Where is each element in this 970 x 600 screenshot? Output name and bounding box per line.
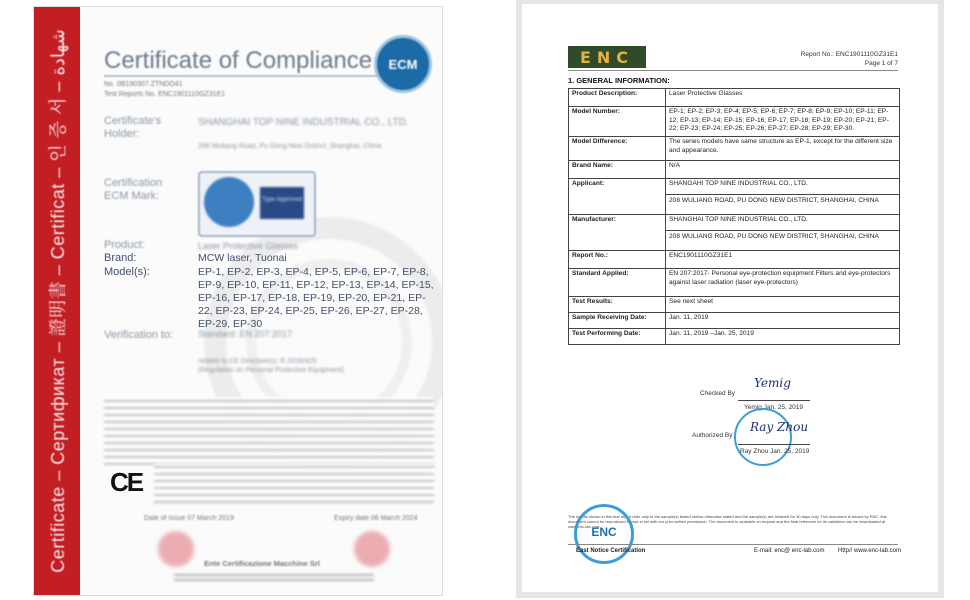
authorized-by-signature: Ray Zhou [750,420,809,434]
report-number: Report No.: ENC1901110GZ31E1 [800,51,898,58]
row-label: Model Difference: [569,137,666,161]
models-value: EP-1, EP-2, EP-3, EP-4, EP-5, EP-6, EP-7, EP-8, EP-9, EP-10, EP-11, EP-12, EP-13, EP-14, EP-15, EP-16, EP-17, EP-18, EP-19, EP-20, EP-21, EP-22, EP-23, EP-24, EP-25, EP-26, EP-27, EP-28, EP-29, EP-30 [198,266,434,330]
verification-label: Verification to: [104,329,174,341]
enc-footer-seal-icon: ENC [574,504,634,564]
report-number-header [801,50,898,68]
row-label: Report No.: [569,251,666,269]
table-row [569,161,900,179]
table-row [569,297,900,313]
row-label: Standard Applied: [569,269,666,297]
enc-logo: ENC [568,46,646,68]
footer-divider [568,544,898,545]
authorized-by-date: Ray Zhou Jan. 25, 2019 [740,448,810,455]
footer-website: Http// www.enc-lab.com [838,548,902,554]
title-underline [104,75,394,77]
enc-seal-icon [734,408,792,466]
test-report-number: Test Reports No. ENC1901110GZ31E1 [104,91,226,98]
holder-label: Certificate's Holder: [104,115,162,140]
authorized-signature-line [738,444,810,445]
table-row [569,269,900,297]
brand-label: Brand: [104,252,137,264]
ecm-logo: ECM [374,35,432,93]
row-value: Laser Protective Glasses [666,89,900,107]
row-value: See next sheet [666,297,900,313]
certificate-number: No. 0B190307.ZTNDO41 [104,81,183,88]
verification-value: Standard: EN 207:2017 [198,329,293,339]
row-label: Model Number: [569,107,666,137]
holder-value: SHANGHAI TOP NINE INDUSTRIAL CO., LTD. [198,117,409,128]
table-row [569,89,900,107]
table-row [569,329,900,345]
checked-by-signature: Yemig [754,376,791,390]
footer-email: E-mail: enc@ enc-lab.com [754,548,825,554]
models-label: Model(s): [104,266,150,278]
checked-signature-line [738,400,810,401]
row-label: Manufacturer: [569,215,666,251]
row-value: N/A [666,161,900,179]
row-label: Product Description: [569,89,666,107]
header-divider [568,70,898,71]
row-label: Applicant: [569,179,666,215]
table-row [569,137,900,161]
certificate-body-text [104,397,434,467]
table-row [569,107,900,137]
deputy-manager-stamp [354,531,390,567]
ce-mark: CE [110,467,143,497]
type-approved-badge: Type Approved [260,187,304,219]
certificate-band-text: Certificate – Сертификат – 證明書 – Certificat – 인 증 서 – شهادة [48,29,68,573]
section-title: 1. GENERAL INFORMATION: [568,76,670,85]
row-label: Brand Name: [569,161,666,179]
row-value: EN 207:2017- Personal eye-protection equipment Filters and eye-protectors against laser radiation (laser eye-protectors) [666,269,900,297]
issue-date: Date of Issue 07 March 2019 [144,515,234,522]
table-row [569,179,900,215]
checked-by-date: Yemig Jan. 25, 2019 [744,404,804,411]
certificate-notice-text [154,463,434,503]
holder-address: 208 Wuliang Road, Pu Dong New District, Shanghai, China [198,143,382,150]
authorized-by-label: Authorized By [692,432,733,439]
footer-company: East Notice Certification [576,548,646,554]
row-value: EP-1; EP-2; EP-3; EP-4; EP-5; EP-6; EP-7; EP-8; EP-9; EP-10; EP-11; EP-12; EP-13; EP-14; EP-15; EP-16; EP-17; EP-18; EP-19; EP-20; EP-21; EP-22; EP-23; EP-24; EP-25; EP-26; EP-27; EP-28; EP-29; EP-30. [666,107,900,137]
row-label: Sample Receiving Date: [569,313,666,329]
row-label: Test Performing Date: [569,329,666,345]
row-value: ENC1901110GZ31E1 [666,251,900,269]
brand-value: MCW laser, Tuonai [198,252,287,264]
report-fine-print: The results shown in this test report refer only to the sample(s) tested unless otherwise stated and the sample(s) are retained for 30 days only. This document is issued by ENC, this document cannot be reproduced except in full with our prior written permission. The document is available on request and the final reference for its validation can be downloaded at www.enc-lab.com. [568,514,887,529]
checked-by-label: Checked By [700,390,736,397]
certificate-footer-text [174,571,374,583]
certificate-title: Certificate of Compliance [104,47,373,74]
row-value: Jan. 11, 2019 [666,313,900,329]
row-value: SHANGHAI TOP NINE INDUSTRIAL CO., LTD. 208 WULIANG ROAD, PU DONG NEW DISTRICT, SHANGHAI, CHINA [666,215,900,251]
row-label: Test Results: [569,297,666,313]
product-value: Laser Protective Glasses [198,241,299,251]
product-label: Product: [104,239,145,251]
footer-organization: Ente Certificazione Macchine Srl [204,559,320,568]
page-number: Page 1 of 7 [864,60,898,67]
row-value: Jan. 11, 2019 –Jan. 25, 2019 [666,329,900,345]
chief-manager-stamp [158,531,194,567]
table-row [569,313,900,329]
general-information-table [568,88,900,345]
expiry-date: Expiry date 06 March 2024 [334,515,418,522]
row-value: The series models have same structure as EP-1, except for the different size and appearance. [666,137,900,161]
enc-test-report [522,4,938,592]
certificate-of-compliance [33,6,443,596]
table-row [569,251,900,269]
row-value: SHANGAHI TOP NINE INDUSTRIAL CO., LTD. 208 WULIANG ROAD, PU DONG NEW DISTRICT, SHANGHAI, CHINA [666,179,900,215]
directive-value: related to CE Directive(s): R 2016/425 (Regulation on Personal Protective Equipment) [198,358,344,374]
table-row [569,215,900,251]
mark-label: Certification ECM Mark: [104,177,163,202]
ecm-seal-icon [204,177,254,227]
